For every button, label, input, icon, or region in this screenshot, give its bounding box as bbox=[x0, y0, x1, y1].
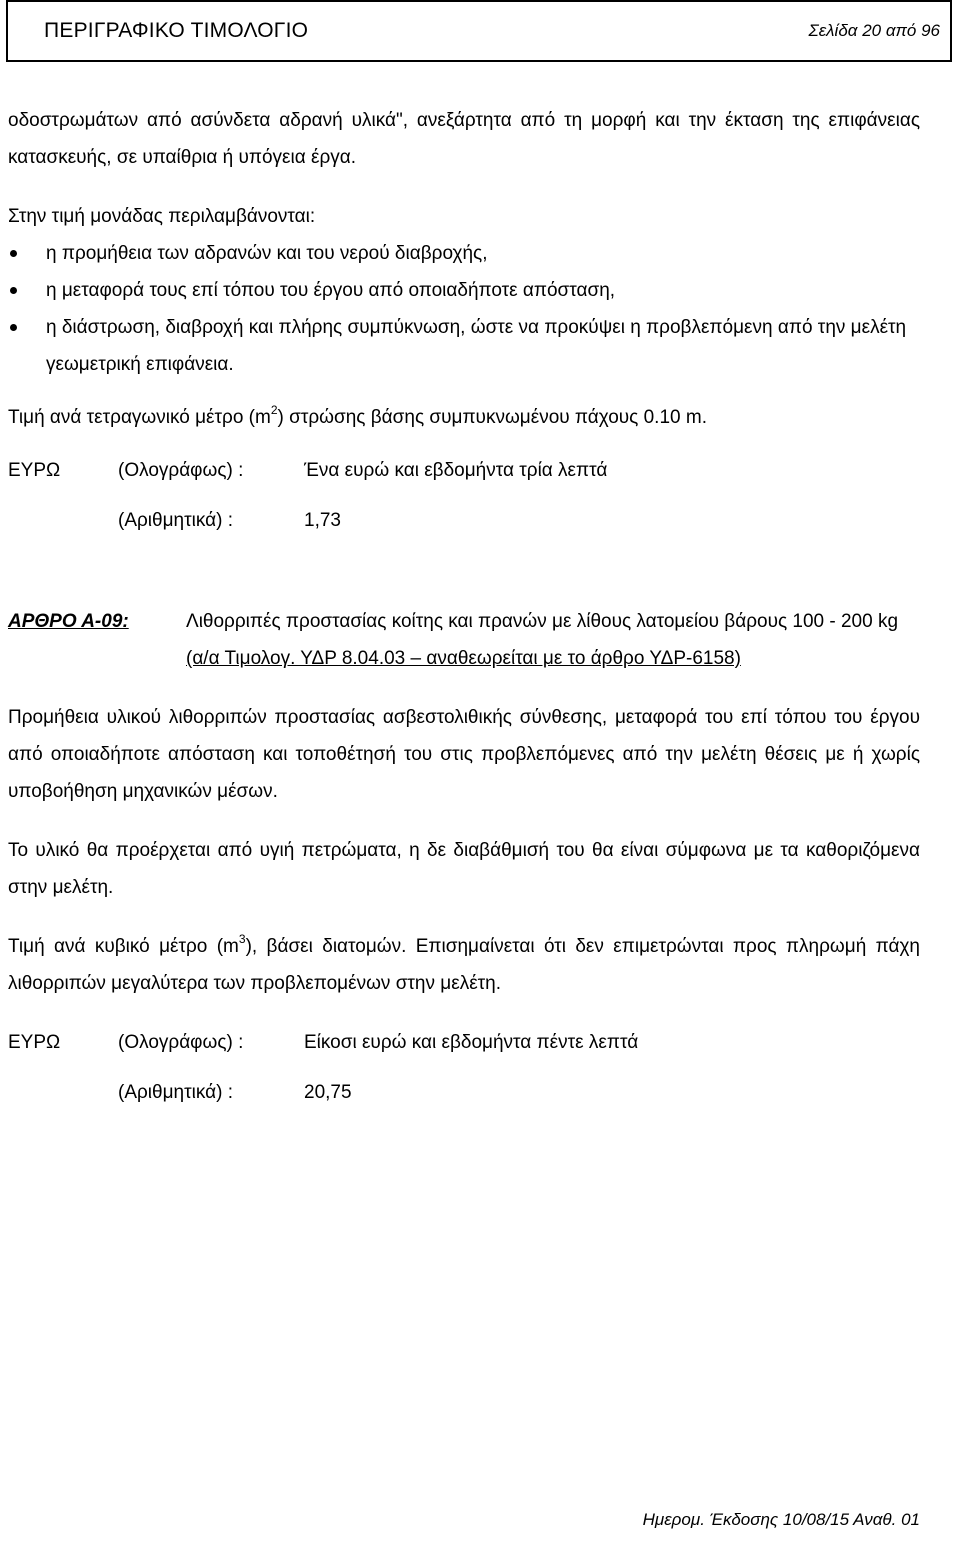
intro-paragraph: οδοστρωμάτων από ασύνδετα αδρανή υλικά", ανεξάρτητα από τη μορφή και την έκταση της επιφάνειας κατασκευής, σε υπαίθρια ή υπόγεια έργα. bbox=[8, 110, 920, 168]
currency-label: ΕΥΡΩ bbox=[8, 460, 61, 481]
list-item: η προμήθεια των αδρανών και του νερού διαβροχής, bbox=[8, 235, 920, 272]
numeric-label: (Αριθμητικά) : bbox=[118, 1082, 233, 1103]
article-reference: (α/α Τιμολογ. ΥΔΡ 8.04.03 – αναθεωρείται με το άρθρο ΥΔΡ-6158) bbox=[186, 648, 741, 669]
unit-superscript: 3 bbox=[238, 931, 246, 946]
document-body bbox=[8, 102, 920, 1111]
page-footer: Ημερομ. Έκδοσης 10/08/15 Αναθ. 01 bbox=[642, 1510, 920, 1529]
price-block-2 bbox=[8, 1024, 920, 1111]
unit-text: Τιμή ανά τετραγωνικό μέτρο (m bbox=[8, 407, 271, 428]
article-title: Λιθορριπές προστασίας κοίτης και πρανών με λίθους λατομείου βάρους 100 - 200 kg bbox=[186, 611, 899, 632]
page-number: Σελίδα 20 από 96 bbox=[808, 21, 940, 40]
price-numeric: 1,73 bbox=[304, 510, 341, 531]
price-numeric: 20,75 bbox=[304, 1082, 352, 1103]
article-title-block bbox=[186, 603, 920, 677]
page-header bbox=[6, 0, 952, 62]
article-paragraph: Προμήθεια υλικού λιθορριπών προστασίας ασβεστολιθικής σύνθεσης, μεταφορά του επί τόπου του έργου από οποιαδήποτε απόσταση και τοποθέτησή του στις προβλεπόμενες από την μελέτη θέσεις με ή χωρίς υποβοήθηση μηχανικών μέσων. bbox=[8, 707, 920, 802]
words-label: (Ολογράφως) : bbox=[118, 460, 244, 481]
unit-text: ) στρώσης βάσης συμπυκνωμένου πάχους 0.10 m. bbox=[277, 407, 707, 428]
includes-heading: Στην τιμή μονάδας περιλαμβάνονται: bbox=[8, 206, 316, 227]
unit-description bbox=[8, 928, 920, 1002]
price-block-1 bbox=[8, 452, 920, 539]
numeric-label: (Αριθμητικά) : bbox=[118, 510, 233, 531]
currency-label: ΕΥΡΩ bbox=[8, 1032, 61, 1053]
article-heading bbox=[8, 603, 920, 677]
unit-text: Τιμή ανά κυβικό μέτρο (m bbox=[8, 936, 239, 957]
article-paragraph: Το υλικό θα προέρχεται από υγιή πετρώματα, η δε διαβάθμισή του θα είναι σύμφωνα με τα καθοριζόμενα στην μελέτη. bbox=[8, 840, 920, 898]
unit-text: ), βάσει διατομών. Επισημαίνεται ότι δεν επιμετρώνται προς πληρωμή πάχη λιθορριπών μεγαλύτερα των προβλεπομένων στην μελέτη. bbox=[8, 936, 920, 994]
price-in-words: Είκοσι ευρώ και εβδομήντα πέντε λεπτά bbox=[304, 1032, 639, 1053]
list-item: η μεταφορά τους επί τόπου του έργου από οποιαδήποτε απόσταση, bbox=[8, 272, 920, 309]
includes-list bbox=[8, 235, 920, 383]
document-title: ΠΕΡΙΓΡΑΦΙΚΟ ΤΙΜΟΛΟΓΙΟ bbox=[44, 19, 309, 42]
unit-description bbox=[8, 399, 920, 436]
list-item: η διάστρωση, διαβροχή και πλήρης συμπύκνωση, ώστε να προκύψει η προβλεπόμενη από την μελέτη γεωμετρική επιφάνεια. bbox=[8, 309, 920, 383]
unit-superscript: 2 bbox=[270, 402, 278, 417]
words-label: (Ολογράφως) : bbox=[118, 1032, 244, 1053]
article-code: ΑΡΘΡΟ Α-09: bbox=[8, 611, 129, 632]
price-in-words: Ένα ευρώ και εβδομήντα τρία λεπτά bbox=[304, 460, 608, 481]
